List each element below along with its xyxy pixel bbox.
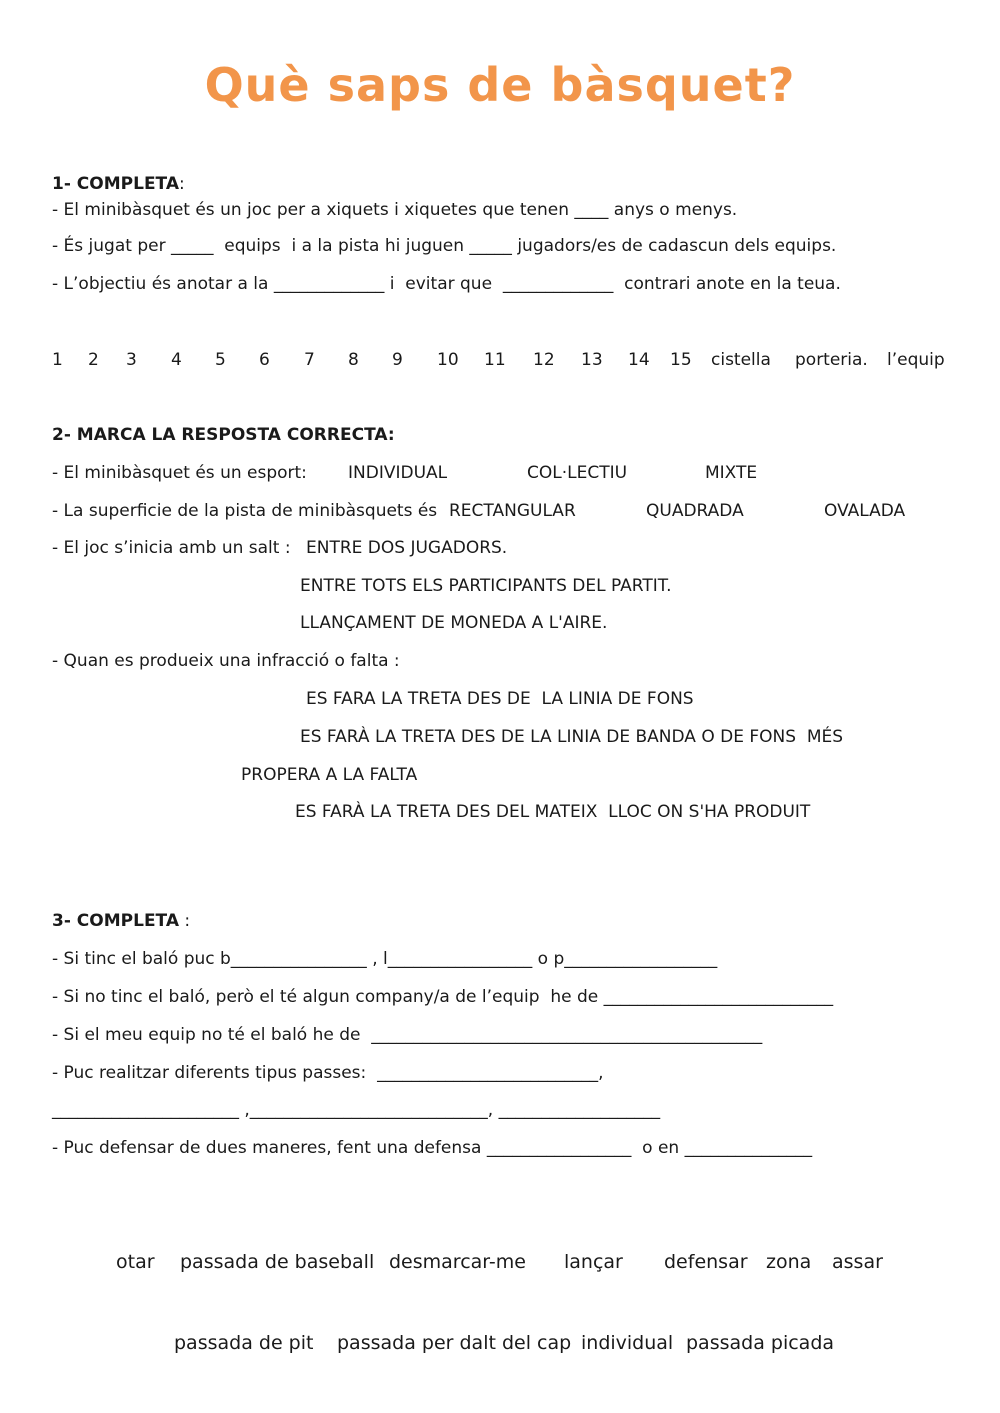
word-bank-item: 15 (670, 350, 692, 370)
word-bank-item: porteria. (795, 350, 868, 370)
section3-line: ______________________ ,____________________________, ___________________ (52, 1100, 661, 1120)
section2-heading: 2- MARCA LA RESPOSTA CORRECTA: (52, 425, 395, 445)
word-bank-item: otar (116, 1251, 155, 1273)
word-bank-item: zona (766, 1251, 812, 1273)
word-bank-item: 11 (484, 350, 506, 370)
word-bank-item: cistella (711, 350, 771, 370)
word-bank-item: assar (832, 1251, 883, 1273)
page-title: Què saps de bàsquet? (204, 58, 796, 112)
word-bank-item: 12 (533, 350, 555, 370)
word-bank-item: 3 (126, 350, 137, 370)
section3-line: - Puc defensar de dues maneres, fent una defensa _________________ o en _______________ (52, 1138, 813, 1158)
section3-line: - Puc realitzar diferents tipus passes: __________________________, (52, 1063, 604, 1083)
word-bank-item: passada de pit (174, 1332, 314, 1354)
q1-option[interactable]: COL·LECTIU (527, 463, 628, 483)
q1-option[interactable]: MIXTE (705, 463, 758, 483)
word-bank-item: 7 (304, 350, 315, 370)
q1-option[interactable]: INDIVIDUAL (348, 463, 448, 483)
word-bank-item: passada per dalt del cap (337, 1332, 572, 1354)
section1-heading-suffix: : (179, 174, 185, 194)
section3-line: - Si el meu equip no té el baló he de ______________________________________________ (52, 1025, 763, 1045)
word-bank-item: 10 (437, 350, 459, 370)
q4-option[interactable]: ES FARA LA TRETA DES DE LA LINIA DE FONS (306, 689, 694, 709)
section3-heading-text: 3- COMPLETA (52, 911, 179, 931)
q2-option[interactable]: OVALADA (824, 501, 906, 521)
q1-text: - El minibàsquet és un esport: (52, 463, 307, 483)
word-bank-item: 6 (259, 350, 270, 370)
word-bank-item: lançar (564, 1251, 623, 1273)
q4-option[interactable]: ES FARÀ LA TRETA DES DEL MATEIX LLOC ON S'HA PRODUIT (295, 802, 811, 822)
section3-line: - Si tinc el baló puc b________________ , l_________________ o p__________________ (52, 949, 718, 969)
word-bank-item: 2 (88, 350, 99, 370)
word-bank-item: l’equip (887, 350, 945, 370)
word-bank-item: 4 (171, 350, 182, 370)
word-bank-item: passada de baseball (180, 1251, 375, 1273)
q3-option[interactable]: LLANÇAMENT DE MONEDA A L'AIRE. (300, 613, 608, 633)
word-bank-item: individual (581, 1332, 674, 1354)
word-bank-item: desmarcar-me (389, 1251, 526, 1273)
word-bank-item: 5 (215, 350, 226, 370)
section1-line: - El minibàsquet és un joc per a xiquets i xiquetes que tenen ____ anys o menys. (52, 200, 738, 220)
q3-option[interactable]: ENTRE TOTS ELS PARTICIPANTS DEL PARTIT. (300, 576, 672, 596)
word-bank-item: 14 (628, 350, 650, 370)
section1-line: - L’objectiu és anotar a la _____________ i evitar que _____________ contrari anote en la teua. (52, 274, 841, 294)
q3-text: - El joc s’inicia amb un salt : (52, 538, 291, 558)
q4-option-continuation[interactable]: PROPERA A LA FALTA (241, 765, 418, 785)
word-bank-item: 1 (52, 350, 63, 370)
word-bank-item: 8 (348, 350, 359, 370)
section3-heading-suffix: : (179, 911, 191, 931)
q4-text: - Quan es produeix una infracció o falta : (52, 651, 400, 671)
section3-line: - Si no tinc el baló, però el té algun company/a de l’equip he de ___________________________ (52, 987, 834, 1007)
section1-line: - És jugat per _____ equips i a la pista hi juguen _____ jugadors/es de cadascun dels equips. (52, 236, 837, 256)
q2-text: - La superficie de la pista de minibàsquets és (52, 501, 438, 521)
section1-heading (52, 174, 185, 194)
word-bank-item: 13 (581, 350, 603, 370)
q3-option[interactable]: ENTRE DOS JUGADORS. (306, 538, 508, 558)
section1-heading-text: 1- COMPLETA (52, 174, 179, 194)
word-bank-item: 9 (392, 350, 403, 370)
word-bank-item: defensar (664, 1251, 748, 1273)
q2-option[interactable]: RECTANGULAR (449, 501, 576, 521)
word-bank-item: passada picada (686, 1332, 835, 1354)
q4-option[interactable]: ES FARÀ LA TRETA DES DE LA LINIA DE BANDA O DE FONS MÉS (300, 727, 844, 747)
q2-option[interactable]: QUADRADA (646, 501, 744, 521)
section3-heading (52, 911, 190, 931)
